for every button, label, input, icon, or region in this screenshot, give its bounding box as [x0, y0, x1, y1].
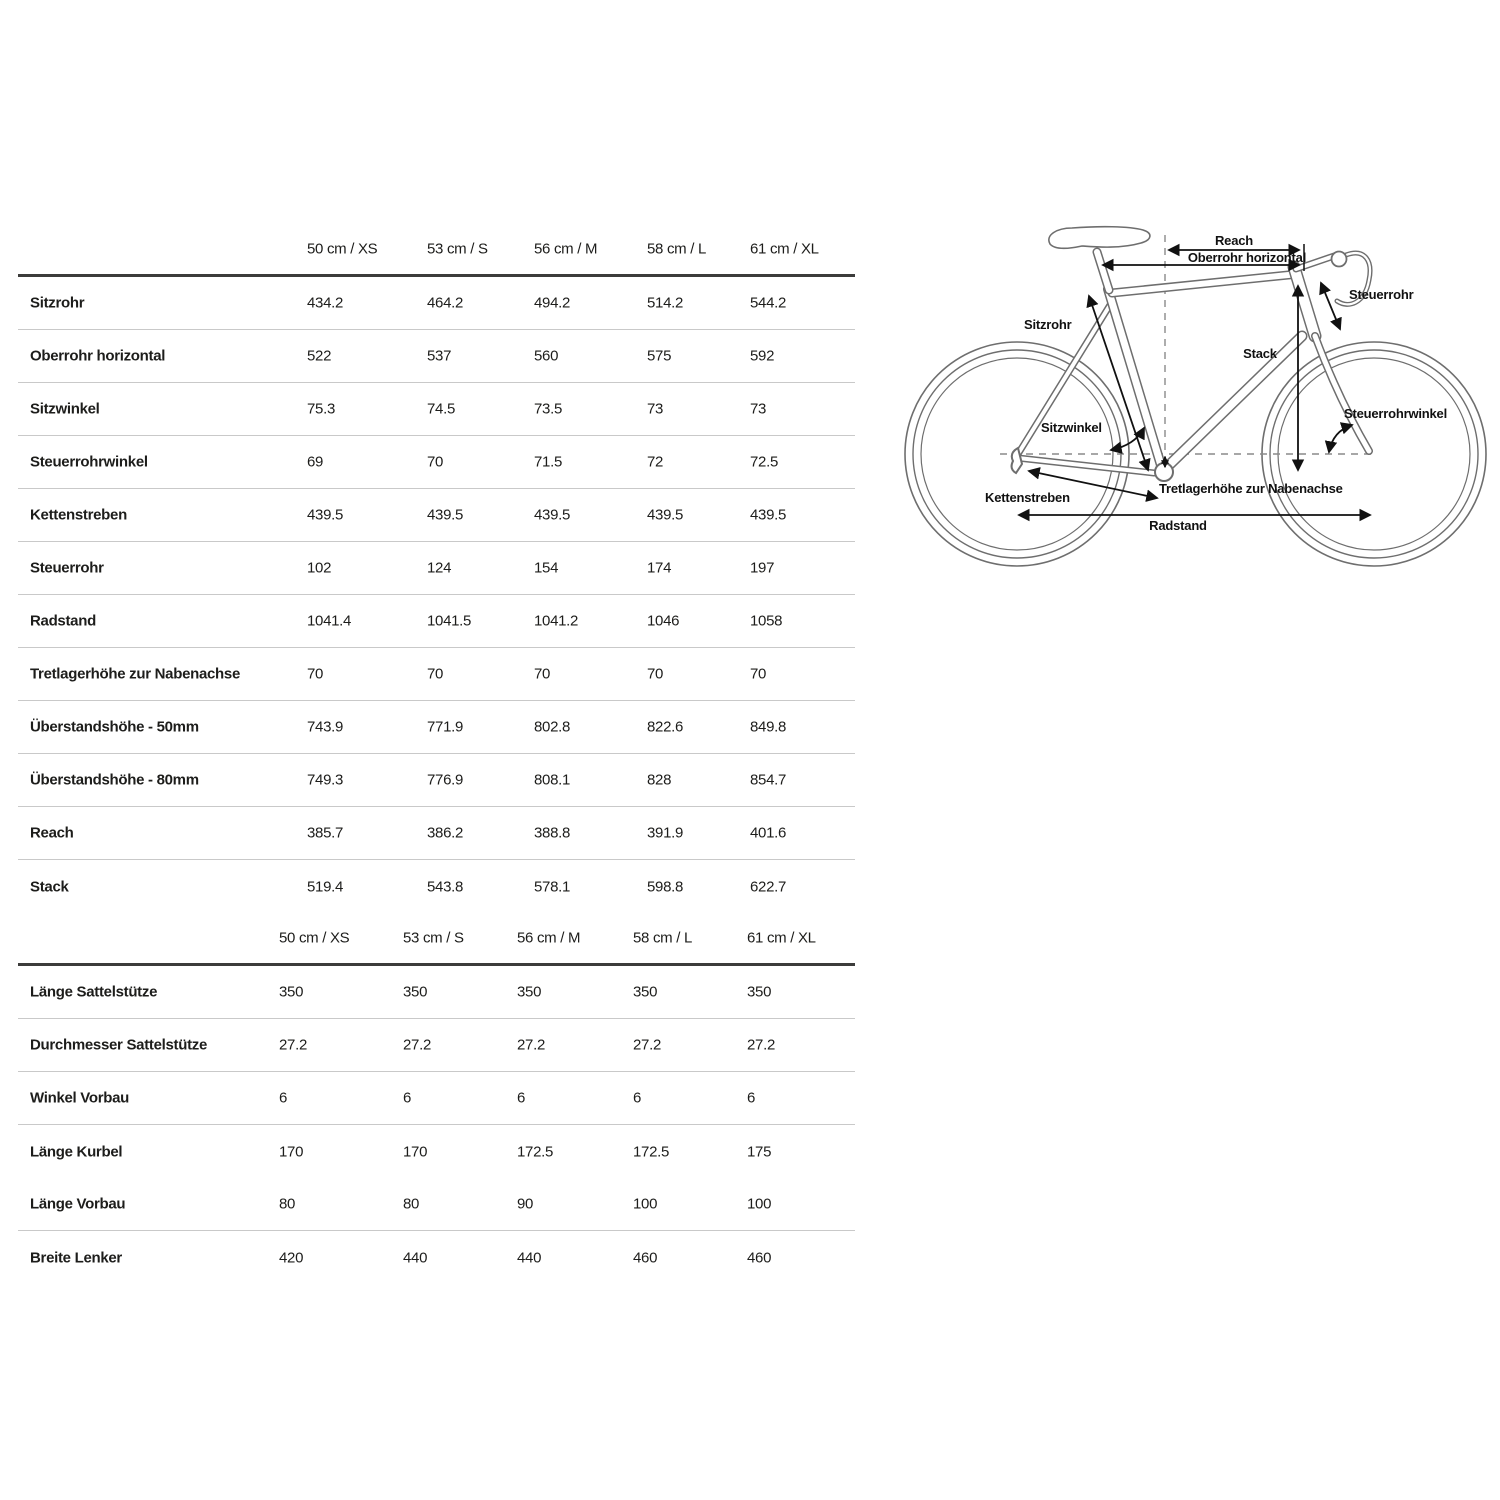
cell-value: 494.2 [534, 294, 571, 312]
row-label: Sitzrohr [30, 294, 85, 312]
row-label: Oberrohr horizontal [30, 347, 166, 365]
table-row-laenge-vorbau [18, 1178, 855, 1231]
cell-value: 420 [279, 1249, 304, 1266]
cell-value: 27.2 [747, 1036, 775, 1054]
diagram-label-steuerrohrwinkel: Steuerrohrwinkel [1344, 406, 1447, 421]
cell-value: 592 [750, 347, 775, 365]
cell-value: 74.5 [427, 400, 455, 418]
cell-value: 70 [750, 665, 767, 683]
table-row-radstand [18, 595, 855, 648]
cell-value: 439.5 [647, 506, 684, 524]
size-header: 61 cm / XL [750, 240, 819, 257]
cell-value: 822.6 [647, 718, 684, 736]
front-wheel [1262, 342, 1486, 566]
cell-value: 544.2 [750, 294, 787, 312]
table-row-laenge-kurbel [18, 1125, 855, 1178]
steuerrohr-arrow [1321, 283, 1340, 329]
cell-value: 776.9 [427, 771, 464, 789]
cell-value: 854.7 [750, 771, 787, 789]
row-label: Überstandshöhe - 80mm [30, 771, 199, 789]
table-row-kettenstreben [18, 489, 855, 542]
table-row-winkel-vorbau [18, 1072, 855, 1125]
cell-value: 350 [747, 983, 772, 1001]
size-header: 50 cm / XS [307, 240, 378, 257]
cell-value: 70 [307, 665, 324, 683]
size-header: 53 cm / S [403, 929, 464, 947]
table-row-sitzrohr [18, 277, 855, 330]
table-row-tretlagerhoehe [18, 648, 855, 701]
cell-value: 385.7 [307, 824, 344, 842]
row-label: Winkel Vorbau [30, 1089, 130, 1107]
cell-value: 70 [427, 665, 444, 683]
cell-value: 71.5 [534, 453, 562, 471]
cell-value: 69 [307, 453, 324, 471]
bike-geometry-diagram [890, 200, 1500, 582]
cell-value: 828 [647, 771, 672, 789]
cell-value: 391.9 [647, 824, 684, 842]
table-row-durchmesser-sattelstuetze [18, 1019, 855, 1072]
cell-value: 350 [403, 983, 428, 1001]
cell-value: 440 [403, 1249, 428, 1266]
cell-value: 1041.5 [427, 612, 472, 630]
row-label: Durchmesser Sattelstütze [30, 1036, 208, 1054]
cell-value: 350 [517, 983, 542, 1001]
cell-value: 6 [747, 1089, 756, 1107]
row-label: Breite Lenker [30, 1249, 122, 1266]
cell-value: 27.2 [633, 1036, 661, 1054]
table-row-breite-lenker [18, 1231, 855, 1284]
table-row-oberrohr [18, 330, 855, 383]
cell-value: 434.2 [307, 294, 344, 312]
row-label: Sitzwinkel [30, 400, 100, 418]
diagram-label-sitzrohr: Sitzrohr [1024, 317, 1072, 332]
cell-value: 1058 [750, 612, 783, 630]
cell-value: 578.1 [534, 878, 571, 895]
cell-value: 70 [647, 665, 664, 683]
cell-value: 124 [427, 559, 452, 577]
cell-value: 6 [403, 1089, 412, 1107]
size-header: 56 cm / M [534, 240, 598, 257]
cell-value: 439.5 [427, 506, 464, 524]
cell-value: 154 [534, 559, 559, 577]
cell-value: 1041.2 [534, 612, 579, 630]
cell-value: 27.2 [403, 1036, 431, 1054]
row-label: Länge Vorbau [30, 1195, 126, 1213]
diagram-label-oberrohr: Oberrohr horizontal [1187, 250, 1307, 265]
table-row-steuerrohrwinkel [18, 436, 855, 489]
table-row-ueberstand50 [18, 701, 855, 754]
cell-value: 519.4 [307, 878, 344, 895]
cell-value: 72.5 [750, 453, 778, 471]
cell-value: 70 [534, 665, 551, 683]
cell-value: 73.5 [534, 400, 562, 418]
cell-value: 388.8 [534, 824, 571, 842]
cell-value: 575 [647, 347, 672, 365]
saddle [1049, 227, 1150, 249]
size-header: 53 cm / S [427, 240, 488, 257]
cell-value: 522 [307, 347, 332, 365]
cell-value: 439.5 [307, 506, 344, 524]
cell-value: 175 [747, 1143, 772, 1160]
diagram-label-radstand: Radstand [1149, 518, 1207, 533]
cell-value: 197 [750, 559, 775, 577]
row-label: Länge Kurbel [30, 1143, 123, 1160]
cell-value: 170 [403, 1143, 428, 1160]
cell-value: 72 [647, 453, 664, 471]
cell-value: 439.5 [750, 506, 787, 524]
cell-value: 401.6 [750, 824, 787, 842]
steuerrohrwinkel-arc-arrow [1329, 425, 1352, 452]
cell-value: 172.5 [633, 1143, 670, 1160]
table-row-steuerrohr [18, 542, 855, 595]
table-row-stack [18, 860, 855, 913]
row-label: Länge Sattelstütze [30, 983, 158, 1001]
cell-value: 464.2 [427, 294, 464, 312]
size-header: 56 cm / M [517, 929, 581, 947]
cell-value: 90 [517, 1195, 534, 1213]
diagram-label-tretlagerhoehe: Tretlagerhöhe zur Nabenachse [1159, 481, 1343, 496]
cell-value: 70 [427, 453, 444, 471]
diagram-label-steuerrohr: Steuerrohr [1349, 287, 1414, 302]
row-label: Radstand [30, 612, 96, 630]
cell-value: 460 [747, 1249, 772, 1266]
cell-value: 439.5 [534, 506, 571, 524]
cell-value: 440 [517, 1249, 542, 1266]
cell-value: 80 [403, 1195, 420, 1213]
row-label: Steuerrohrwinkel [30, 453, 148, 471]
cell-value: 537 [427, 347, 452, 365]
cell-value: 172.5 [517, 1143, 554, 1160]
diagram-label-reach: Reach [1214, 233, 1254, 248]
cell-value: 598.8 [647, 878, 684, 895]
cell-value: 743.9 [307, 718, 344, 736]
table2-header-row [18, 913, 855, 966]
cell-value: 102 [307, 559, 332, 577]
cell-value: 808.1 [534, 771, 571, 789]
cell-value: 27.2 [517, 1036, 545, 1054]
cell-value: 1046 [647, 612, 680, 630]
cell-value: 73 [647, 400, 664, 418]
cell-value: 350 [279, 983, 304, 1001]
cell-value: 622.7 [750, 878, 787, 895]
cell-value: 543.8 [427, 878, 464, 895]
cell-value: 27.2 [279, 1036, 307, 1054]
cell-value: 6 [279, 1089, 288, 1107]
cell-value: 514.2 [647, 294, 684, 312]
cell-value: 1041.4 [307, 612, 352, 630]
cell-value: 560 [534, 347, 559, 365]
table-row-laenge-sattelstuetze [18, 966, 855, 1019]
cell-value: 802.8 [534, 718, 571, 736]
table-row-ueberstand80 [18, 754, 855, 807]
cell-value: 80 [279, 1195, 296, 1213]
diagram-label-stack: Stack [1243, 346, 1277, 361]
row-label: Überstandshöhe - 50mm [30, 718, 199, 736]
bottom-bracket [1155, 463, 1173, 481]
cell-value: 849.8 [750, 718, 787, 736]
row-label: Kettenstreben [30, 506, 127, 524]
diagram-label-kettenstreben: Kettenstreben [985, 490, 1070, 505]
table1-header-row [18, 223, 855, 277]
size-header: 58 cm / L [633, 929, 692, 947]
cell-value: 75.3 [307, 400, 335, 418]
cell-value: 6 [633, 1089, 642, 1107]
cell-value: 771.9 [427, 718, 464, 736]
table-row-reach [18, 807, 855, 860]
size-header: 61 cm / XL [747, 929, 816, 947]
geometry-table [18, 223, 855, 1284]
cell-value: 100 [633, 1195, 658, 1213]
cell-value: 386.2 [427, 824, 464, 842]
cell-value: 174 [647, 559, 672, 577]
cell-value: 6 [517, 1089, 526, 1107]
cell-value: 73 [750, 400, 767, 418]
cell-value: 170 [279, 1143, 304, 1160]
cell-value: 100 [747, 1195, 772, 1213]
cell-value: 460 [633, 1249, 658, 1266]
cell-value: 350 [633, 983, 658, 1001]
bike-frame [1012, 252, 1369, 481]
diagram-label-sitzwinkel: Sitzwinkel [1041, 420, 1102, 435]
row-label: Steuerrohr [30, 559, 104, 577]
cell-value: 749.3 [307, 771, 344, 789]
row-label: Stack [30, 878, 69, 895]
size-header: 58 cm / L [647, 240, 706, 257]
table-row-sitzwinkel [18, 383, 855, 436]
row-label: Reach [30, 824, 74, 842]
row-label: Tretlagerhöhe zur Nabenachse [30, 665, 241, 683]
size-header: 50 cm / XS [279, 929, 350, 947]
